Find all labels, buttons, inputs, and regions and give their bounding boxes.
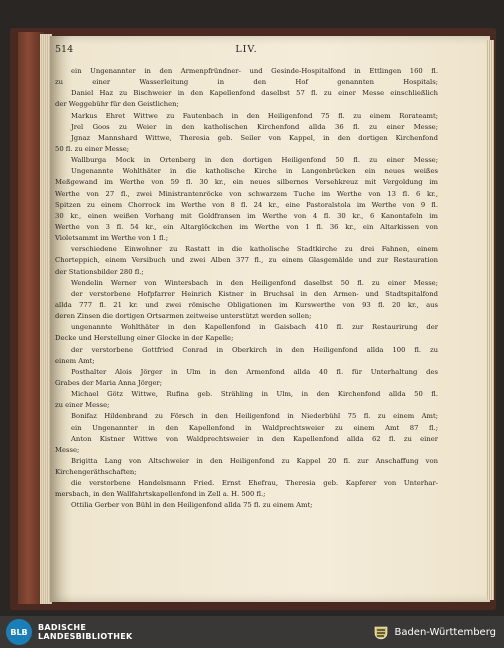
text-line: ein Ungenannter in den Kapellenfond in Waldprechtsweier zu einem Amt 87 fl.; [71,423,438,432]
footer-bar [0,616,504,648]
text-line: Werthe von 27 fl., zwei Ministrantenröcke von schwarzem Tuche im Werthe von 13 fl. 6 kr., [55,189,438,198]
text-line: Wendelin Werner von Wintersbach in den Heiligenfond daselbst 50 fl. zu einer Messe; [71,278,438,287]
text-line: der verstorbene Gottfried Conrad in Oberkirch in den Heiligenfond allda 100 fl. zu [71,345,438,354]
text-line: Wallburga Mock in Ortenberg in den dortigen Heiligenfond 50 fl. zu einer Messe; [71,156,438,165]
text-line: Messe; [55,445,80,454]
text-line: Kirchengeräthschaften; [55,468,137,477]
text-line: zu einer Wasserleitung in den Hof genannten Hospitals; [55,78,438,87]
text-line: deren Zinsen die dortigen Ortsarmen zeitweise unterstützt werden sollen; [55,312,312,321]
page-text [55,44,438,512]
text-line: Jgnaz Mannshard Wittwe, Theresia geb. Seiler von Kappel, in den dortigen Kirchenfond [71,133,438,142]
text-line: Werthe von 3 fl. 54 kr., ein Altarglöckchen im Werthe von 1 fl. 36 kr., ein Altarkissen von [55,222,438,231]
page-stack-right [486,40,494,600]
text-line: Jrel Goos zu Weier in den katholischen Kirchenfond allda 36 fl. zu einer Messe; [71,122,438,131]
text-line: einem Amt; [55,356,95,365]
text-line: zu einer Messe; [55,401,110,410]
text-line: ungenannte Wohlthäter in den Kapellenfond in Gaisbach 410 fl. zur Restaurirung der [71,323,438,332]
text-line: Brigitta Lang von Altschweier in den Heiligenfond zu Kappel 20 fl. zur Anschaffung von [71,456,438,465]
text-line: 30 kr., einen weißen Vorhang mit Goldfransen im Werthe von 4 fl. 30 kr., 6 Kanontafeln im [55,211,438,220]
text-line: die verstorbene Handelsmann Fried. Ernst Ehefrau, Theresia geb. Kapferer von Unterhar- [71,479,438,488]
section-number: LIV. [235,44,258,55]
bw-branding[interactable] [373,624,496,640]
text-line: der Stationsbilder 280 fl.; [55,267,144,276]
blb-logo: BLB [6,619,32,645]
text-line: mersbach, in den Wallfahrtskapellenfond in Zell a. H. 500 fl.; [55,490,266,499]
text-line: Chorteppich, einem Versibuch und zwei Alben 377 fl., zu einem Glasgemälde und zur Restauration [55,256,438,265]
text-line: Ottilia Gerber von Bühl in den Heiligenfond allda 75 fl. zu einem Amt; [71,501,313,510]
text-line: der verstorbene Hofpfarrer Heinrich Kistner in Bruchsal in den Armen- und Stadtspitalfond [71,289,438,298]
text-line: Violetsammt im Werthe von 1 fl.; [55,234,169,243]
text-line: Michael Götz Wittwe, Rufina geb. Strähling in Ulm, in den Kirchenfond allda 50 fl. [71,390,438,399]
text-line: der Weggebühr für den Geistlichen; [55,100,179,109]
text-line: Grabes der Maria Anna Jörger; [55,378,163,387]
text-line: Spitzen zu einem Chorrock im Werthe von 8 fl. 24 kr., eine Pastoralstola im Werthe von 9 fl. [55,200,438,209]
text-line: verschiedene Einwohner zu Rastatt in die katholische Stadtkirche zu drei Fahnen, einem [71,245,438,254]
coat-of-arms-icon [373,624,389,640]
text-line: 50 fl. zu einer Messe; [55,144,130,153]
text-line: Anton Kistner Wittwe von Waldprechtsweier in den Kapellenfond allda 62 fl. zu einer [71,434,438,443]
library-name-line1: BADISCHE [38,623,87,632]
state-name: Baden-Württemberg [394,626,496,638]
library-name [38,623,133,641]
text-line: ein Ungenannter in den Armenpfründner- und Gesinde-Hospitalfond in Ettlingen 160 fl. [71,67,438,75]
text-line: Posthalter Alois Jörger in Ulm in den Armenfond allda 40 fl. für Unterhaltung des [71,367,438,376]
blb-branding[interactable] [6,619,133,645]
text-line: Decke und Herstellung einer Glocke in der Kapelle; [55,334,234,343]
text-line: Ungenannte Wohlthäter in die katholische Kirche in Langenbrücken ein neues weißes [71,167,438,176]
text-line: Markus Ehret Wittwe zu Fautenbach in den Heiligenfond 75 fl. zu einem Rorateamt; [71,111,438,120]
library-name-line2: LANDESBIBLIOTHEK [38,632,133,641]
page-header [55,44,438,62]
text-line: Bonifaz Hildenbrand zu Försch in den Heiligenfond in Niederbühl 75 fl. zu einem Amt; [71,412,438,421]
text-line: Daniel Haz zu Bischweier in den Kapellenfond daselbst 57 fl. zu einer Messe einschließlich [71,89,438,98]
page-number: 514 [55,44,74,55]
text-line: allda 777 fl. 21 kr. und zwei römische Obligationen im Kurswerthe von 93 fl. 20 kr., aus [55,300,438,309]
text-lines [55,66,438,512]
text-line: Meßgewand im Werthe von 59 fl. 30 kr., ein neues silbernes Versehkreuz mit Vergoldung im [55,178,438,187]
